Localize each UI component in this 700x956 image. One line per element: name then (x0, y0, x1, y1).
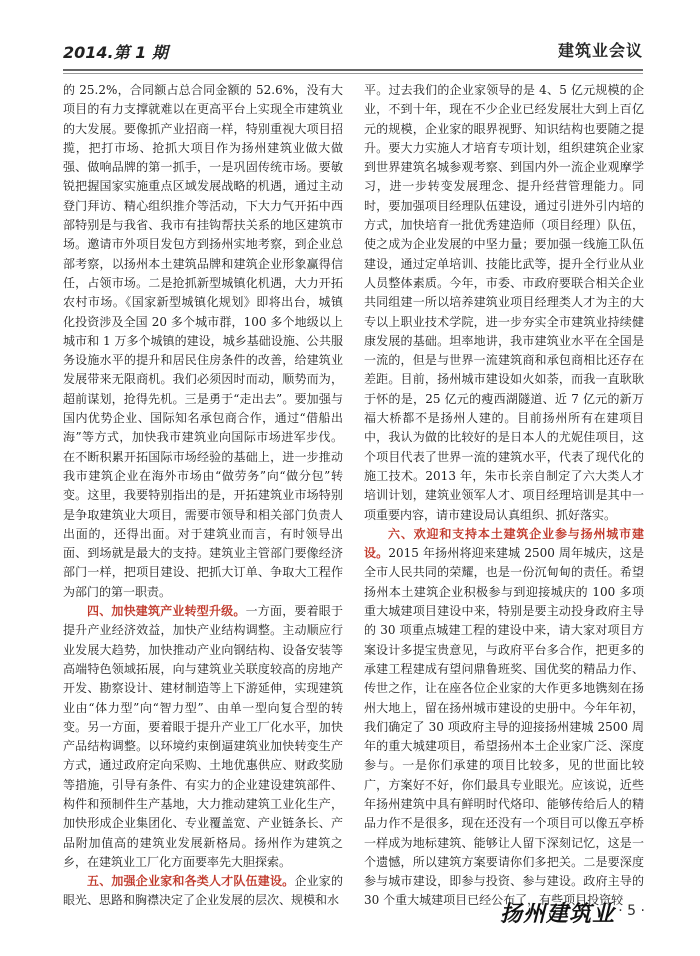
left-column (63, 81, 343, 908)
issue-label: 2014.第 1 期 (63, 43, 168, 62)
page-number: · 5 · (618, 903, 645, 919)
right-column (364, 81, 644, 908)
section-title: 建筑业会议 (557, 41, 643, 60)
section-heading: 五、加强企业家和各类人才队伍建设。 (87, 874, 295, 889)
header-rule (63, 69, 643, 71)
paragraph-body: 一方面，要着眼于提升产业经济效益，加快产业结构调整。主动顺应行业发展大趋势，加快推动产业向钢结构、设备安装等高端特色领域拓展，向与建筑业关联度较高的房地产开发、勘察设计、建材制造等上下游延伸，实现建筑业由“体力型”向“智力型”、由单一型向复合型的转变。另一方面，要着眼于提升产业工厂化水平，加快产品结构调整。以环境约束倒逼建筑业加快转变生产方式，通过政府定向采购、土地优惠供应、财政奖励等措施，引导有条件、有实力的企业建设建筑部件、构件和预制件生产基地，大力推动建筑工业化生产，加快形成企业集团化、专业覆盖宽、产业链条长、产品附加值高的建筑业发展新格局。扬州作为建筑之乡，在建筑业工厂化方面要率先大胆探索。 (63, 604, 343, 869)
paragraph (63, 602, 343, 872)
paragraph-body: 2015 年扬州将迎来建城 2500 周年城庆，这是全市人民共同的荣耀，也是一份沉甸甸的责任。希望扬州本土建筑企业积极参与到迎接城庆的 100 多项重大城建项目建设中来，特别是要主动投身政府主导的 30 项重点城建工程的建设中来，请大家对项目方案设计多提宝贵意见，与政府平台多合作，把更多的承建工程建成有望问鼎鲁班奖、国优奖的精品力作、传世之作，让在座各位企业家的大作更多地镌刻在扬州大地上，留在扬州城市建设的史册中。今年年初，我们确定了 30 项政府主导的迎接扬州建城 2500 周年的重大城建项目，希望扬州本土企业家广泛、深度参与。一是你们承建的项目比较多，见的世面比较广，方案好不好，你们最具专业眼光。应该说，近些年扬州建筑中具有鲜明时代烙印、能够传给后人的精品力作不是很多，现在还没有一个项目可以像五亭桥一样成为地标建筑、能够让人留下深刻记忆，这是一个遗憾，所以建筑方案要请你们多把关。二是要深度参与城市建设，即参与投资、参与建设。政府主导的 30 个重大城建项目已经公布了，有些项目投资较 (364, 546, 644, 908)
header-rule-thin (63, 73, 643, 74)
paragraph (63, 872, 343, 911)
paragraph (364, 525, 644, 911)
section-heading: 四、加快建筑产业转型升级。 (87, 604, 246, 619)
paragraph-body: 企业家的眼光、思路和胸襟决定了企业发展的层次、规模和水 (63, 874, 343, 908)
section-heading: 六、欢迎和支持本土建筑企业参与扬州城市建设。 (364, 526, 644, 561)
paragraph: 平。过去我们的企业家领导的是 4、5 亿元规模的企业，不到十年，现在不少企业已经发展壮大到上百亿元的规模，企业家的眼界视野、知识结构也要随之提升。要大力实施人才培育专项计划，组织建筑企业家到世界建筑名城参观考察、到国内外一流企业观摩学习，进一步转变发展理念、提升经营管理能力。同时，要加强项目经理队伍建设，通过引进外引内培的方式，加快培育一批优秀建造师（项目经理）队伍，使之成为企业发展的中坚力量；要加强一线施工队伍建设，通过定单培训、技能比武等，提升全行业从业人员整体素质。今年，市委、市政府要联合相关企业共同组建一所以培养建筑业项目经理类人才为主的大专以上职业技术学院，进一步夯实全市建筑业持续健康发展的基础。坦率地讲，我市建筑业水平在全国是一流的，但是与世界一流建筑商和承包商相比还存在差距。目前，扬州城市建设如火如荼，而我一直耿耿于怀的是，25 亿元的瘦西湖隧道、近 7 亿元的新万福大桥都不是扬州人建的。目前扬州所有在建项目中，我认为做的比较好的是日本人的尤妮佳项目，这个项目代表了世界一流的建筑水平，代表了现代化的施工技术。2013 年，朱市长亲自制定了六大类人才培训计划，建筑业领军人才、项目经理培训是其中一项重要内容，请市建设局认真组织、抓好落实。 (364, 83, 644, 522)
paragraph: 的 25.2%，合同额占总合同金额的 52.6%，没有大项目的有力支撑就难以在更高平台上实现全市建筑业的大发展。要像抓产业招商一样，特别重视大项目招揽，把打市场、抢抓大项目作为扬州建筑业做大做强、做响品牌的第一抓手，一是巩固传统市场。要敏锐把握国家实施重点区域发展战略的机遇，通过主动登门拜访、精心组织推介等活动，下大力气开拓中西部特别是与我省、我市有挂钩帮扶关系的地区建筑市场。邀请市外项目发包方到扬州实地考察，到企业总部考察，以扬州本土建筑品牌和建筑企业形象赢得信任，占领市场。二是抢抓新型城镇化机遇，大力开拓农村市场。《国家新型城镇化规划》即将出台，城镇化投资涉及全国 20 多个城市群，100 多个地级以上城市和 1 万多个城镇的建设，城乡基础设施、公共服务设施水平的提升和居民住房条件的改善，给建筑业发展带来无限商机。我们必须因时而动，顺势而为，超前谋划，抢得先机。三是勇于“走出去”。要加强与国内优势企业、国际知名承包商合作，通过“借船出海”等方式，加快我市建筑业向国际市场进军步伐。在不断积累开拓国际市场经验的基础上，进一步推动我市建筑企业在海外市场由“做劳务”向“做分包”转变。这里，我要特别指出的是，开拓建筑业市场特别是争取建筑业大项目，需要市领导和相关部门负责人出面的，还得出面。对于建筑业而言，有时领导出面、到场就是最大的支持。建筑业主管部门要像经济部门一样，把项目建设、把抓大订单、争取大工程作为部门的第一职责。 (63, 83, 343, 599)
page-header (63, 38, 643, 64)
magazine-logo: 扬州建筑业 (500, 901, 616, 927)
page-footer (500, 897, 645, 933)
